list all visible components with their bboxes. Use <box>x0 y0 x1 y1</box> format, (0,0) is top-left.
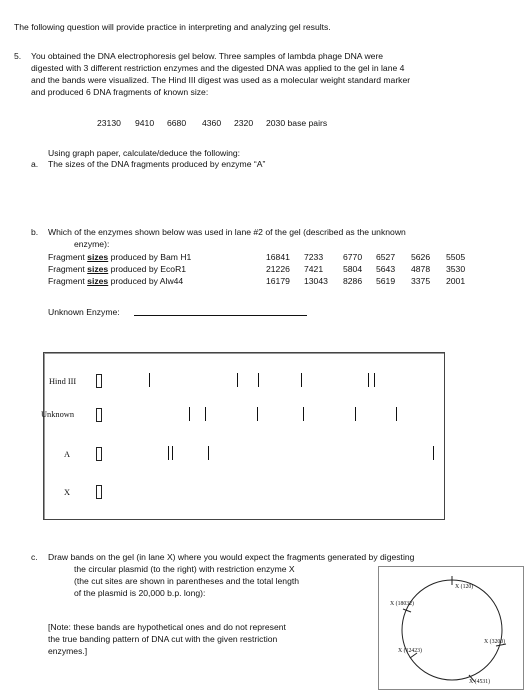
q5-line-3: and the bands were visualized. The Hind III digest was used as a molecular weight standard marker <box>31 75 411 85</box>
gel-band <box>237 373 238 387</box>
fragment-value: 6527 <box>376 252 396 262</box>
fragment-value: 5804 <box>343 264 363 274</box>
fragment-value: 21226 <box>266 264 290 274</box>
q5-line-1: You obtained the DNA electrophoresis gel below. Three samples of lambda phage DNA were <box>31 51 384 61</box>
gel-band <box>189 407 190 421</box>
unknown-enzyme-answer-line[interactable] <box>134 315 307 316</box>
gel-band <box>368 373 369 387</box>
cut-site-label: X (3200) <box>484 639 506 645</box>
fragment-row-label: Fragment sizes produced by EcoR1 <box>48 264 187 274</box>
note-line-1: [Note: these bands are hypothetical ones and do not represent <box>48 622 286 632</box>
fragment-value: 7421 <box>304 264 324 274</box>
gel-band <box>257 407 258 421</box>
size-value: 23130 <box>97 118 121 128</box>
gel-well <box>96 374 102 388</box>
gel-band <box>301 373 302 387</box>
fragment-value: 6770 <box>343 252 363 262</box>
size-value: 9410 <box>135 118 155 128</box>
fragment-value: 2001 <box>446 276 466 286</box>
size-value: 2030 base pairs <box>266 118 328 128</box>
gel-band <box>433 446 434 460</box>
gel-band <box>374 373 375 387</box>
fragment-value: 5626 <box>411 252 431 262</box>
gel-band <box>172 446 173 460</box>
q5-line-2: digested with 3 different restriction enzymes and the digested DNA was applied to the gel in lane 4 <box>31 63 405 73</box>
fragment-value: 3530 <box>446 264 466 274</box>
part-a-letter: a. <box>31 159 39 169</box>
question-number: 5. <box>14 51 22 61</box>
gel-band <box>303 407 304 421</box>
unknown-enzyme-label: Unknown Enzyme: <box>48 307 120 317</box>
fragment-value: 4878 <box>411 264 431 274</box>
gel-band <box>208 446 209 460</box>
gel-band <box>355 407 356 421</box>
part-b-letter: b. <box>31 227 39 237</box>
part-c-line-1: Draw bands on the gel (in lane X) where you would expect the fragments generated by digesting <box>48 552 415 562</box>
plasmid-circle <box>402 580 502 680</box>
part-b-line-1: Which of the enzymes shown below was used in lane #2 of the gel (described as the unknown <box>48 227 406 237</box>
fragment-row-label: Fragment sizes produced by Alw44 <box>48 276 184 286</box>
lane-label-hind-iii: Hind III <box>49 377 77 386</box>
gel-band <box>149 373 150 387</box>
gel-band <box>396 407 397 421</box>
fragment-value: 16841 <box>266 252 290 262</box>
fragment-value: 13043 <box>304 276 328 286</box>
plasmid-circle-svg <box>379 567 525 691</box>
intro-text: The following question will provide practice in interpreting and analyzing gel results. <box>14 22 331 32</box>
cut-site-label: X (12423) <box>398 648 422 654</box>
cut-site-label: X (18032) <box>390 601 414 607</box>
size-value: 4360 <box>202 118 222 128</box>
note-line-2: the true banding pattern of DNA cut with the given restriction <box>48 634 278 644</box>
gel-band <box>205 407 206 421</box>
part-c-line-2: the circular plasmid (to the right) with restriction enzyme X <box>74 564 295 574</box>
cut-site-label: X (4531) <box>469 679 491 685</box>
note-line-3: enzymes.] <box>48 646 88 656</box>
fragment-value: 3375 <box>411 276 431 286</box>
gel-band <box>258 373 259 387</box>
fragment-value: 5505 <box>446 252 466 262</box>
size-value: 2320 <box>234 118 254 128</box>
gel-well <box>96 447 102 461</box>
graph-paper-instruction: Using graph paper, calculate/deduce the following: <box>48 148 241 158</box>
cut-site-mark <box>403 609 411 612</box>
part-c-line-3: (the cut sites are shown in parentheses and the total length <box>74 576 300 586</box>
part-a-text: The sizes of the DNA fragments produced by enzyme “A” <box>48 159 266 169</box>
gel-well <box>96 408 102 422</box>
fragment-value: 7233 <box>304 252 324 262</box>
part-b-line-2: enzyme): <box>74 239 110 249</box>
gel-shadow <box>44 353 444 519</box>
gel-band <box>168 446 169 460</box>
fragment-value: 16179 <box>266 276 290 286</box>
lane-label-unknown: Unknown <box>41 410 75 419</box>
lane-label-x: X <box>64 488 71 497</box>
gel-diagram <box>43 352 445 520</box>
q5-line-4: and produced 6 DNA fragments of known size: <box>31 87 209 97</box>
part-c-letter: c. <box>31 552 38 562</box>
fragment-value: 5643 <box>376 264 396 274</box>
plasmid-diagram <box>378 566 524 690</box>
gel-well <box>96 485 102 499</box>
size-value: 6680 <box>167 118 187 128</box>
lane-label-a: A <box>64 450 71 459</box>
fragment-value: 8286 <box>343 276 363 286</box>
fragment-row-label: Fragment sizes produced by Bam H1 <box>48 252 192 262</box>
cut-site-label: X (120) <box>455 584 474 590</box>
fragment-value: 5619 <box>376 276 396 286</box>
part-c-line-4: of the plasmid is 20,000 b.p. long): <box>74 588 206 598</box>
